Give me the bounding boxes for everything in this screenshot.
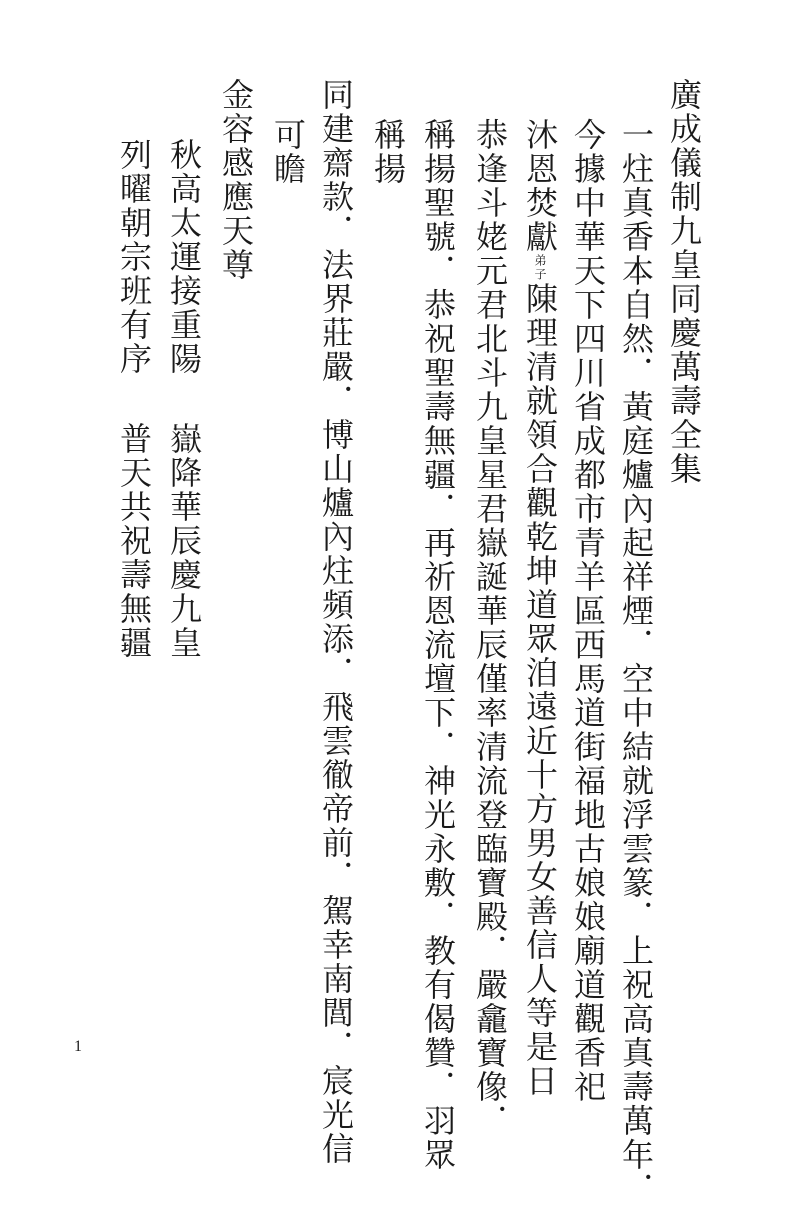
inline-note: 弟子 bbox=[533, 254, 547, 282]
page-number: 1 bbox=[74, 1038, 82, 1055]
text-column-5: 稱揚聖號．恭祝聖壽無疆．再祈恩流壇下．神光永敷．教有偈贊．羽眾 bbox=[419, 118, 457, 1172]
text-column-4: 恭逢斗姥元君北斗九皇星君嶽誕華辰僅率清流登臨寶殿．嚴龕寶像． bbox=[471, 118, 509, 1138]
text-column-7: 同建齋款．法界莊嚴．博山爐內炷頻添．飛雲徹帝前．駕幸南閭．宸光信 bbox=[317, 78, 355, 1166]
text-column-3 bbox=[521, 118, 559, 1098]
verse-line-2: 嶽降華辰慶九皇 bbox=[165, 422, 203, 660]
hymn-heading: 金容感應天尊 bbox=[217, 78, 255, 282]
text-column-3-tail: 陳理清就領合觀乾坤道眾洎遠近十方男女善信人等是日 bbox=[521, 282, 559, 1098]
text-column-1: 一炷真香本自然．黃庭爐內起祥煙．空中結就浮雲篆．上祝高真壽萬年． bbox=[617, 118, 655, 1206]
verse-line-4: 普天共祝壽無疆 bbox=[115, 422, 153, 660]
text-column-6: 稱揚 bbox=[369, 118, 407, 186]
page-title: 廣成儀制九皇同慶萬壽全集 bbox=[665, 78, 703, 486]
verse-line-3: 列曜朝宗班有序 bbox=[115, 138, 153, 376]
text-column-8: 可瞻 bbox=[269, 118, 307, 186]
verse-line-1: 秋高太運接重陽 bbox=[165, 138, 203, 376]
text-column-2: 今據中華天下四川省成都市青羊區西馬道街福地古娘娘廟道觀香祀 bbox=[569, 118, 607, 1104]
text-column-3-head: 沐恩焚獻 bbox=[521, 118, 559, 254]
